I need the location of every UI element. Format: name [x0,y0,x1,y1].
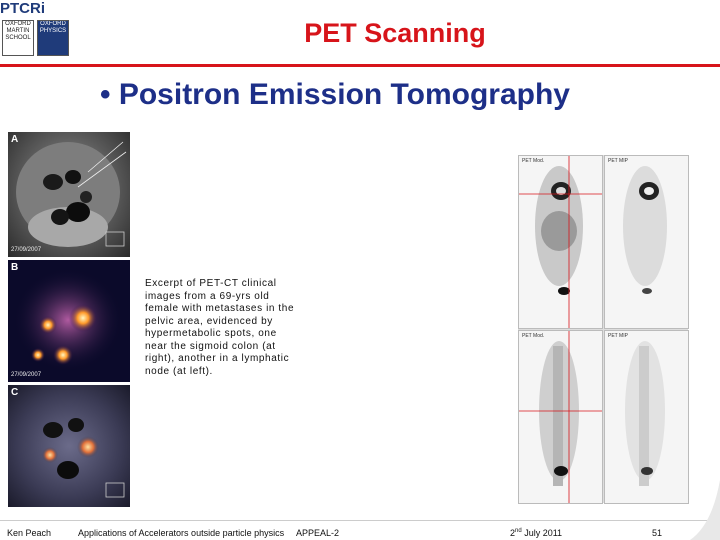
pet-panel-2-label: PET MIP [608,158,628,164]
bullet-heading: • Positron Emission Tomography [100,78,570,111]
footer-divider [0,520,720,521]
pet-panel-3 [518,330,603,504]
footer-author: Ken Peach [7,528,52,538]
footer-date [510,528,562,538]
corner-decoration [690,480,720,540]
footer-code: APPEAL-2 [296,528,340,538]
image-caption: Excerpt of PET-CT clinical images from a 69-yrs old female with metastases in the pelvic area, evidenced by hypermetabolic spots, one near the sigmoid colon (at right), another in a lymphatic node (at left). [145,278,295,377]
pet-panel-4-label: PET MIP [608,333,628,339]
scan-label-c: C [11,387,19,398]
pet-panel-2 [604,155,689,329]
oxford-martin-logo: OXFORD MARTIN SCHOOL [2,20,34,56]
pet-panel-3-label: PET Mod. [522,333,545,339]
footer-date-suffix: nd [515,528,522,534]
footer-course: Applications of Accelerators outside particle physics [78,528,285,538]
ct-scan-image-a [8,132,130,257]
pet-projection-images [518,155,688,503]
page-title: PET Scanning [304,18,486,48]
fused-scan-image-c [8,385,130,507]
scan-timestamp-b: 27/09/2007 [11,372,42,378]
scan-label-a: A [11,134,19,145]
oxford-physics-logo: OXFORD PHYSICS [37,20,69,56]
pet-panel-4 [604,330,689,504]
pet-panel-1-label: PET Mod. [522,158,545,164]
footer-page-number: 51 [652,528,663,538]
ptcri-logo [0,0,72,62]
pet-panel-1 [518,155,603,329]
scan-label-b: B [11,262,19,273]
footer-date-rest: July 2011 [521,528,563,538]
logo-ptcri-text: PTCRi [0,0,45,17]
footer-date-day: 2 [510,528,516,538]
pet-scan-image-b [8,260,130,382]
scan-timestamp-a: 27/09/2007 [11,247,42,253]
title-divider [0,64,720,67]
